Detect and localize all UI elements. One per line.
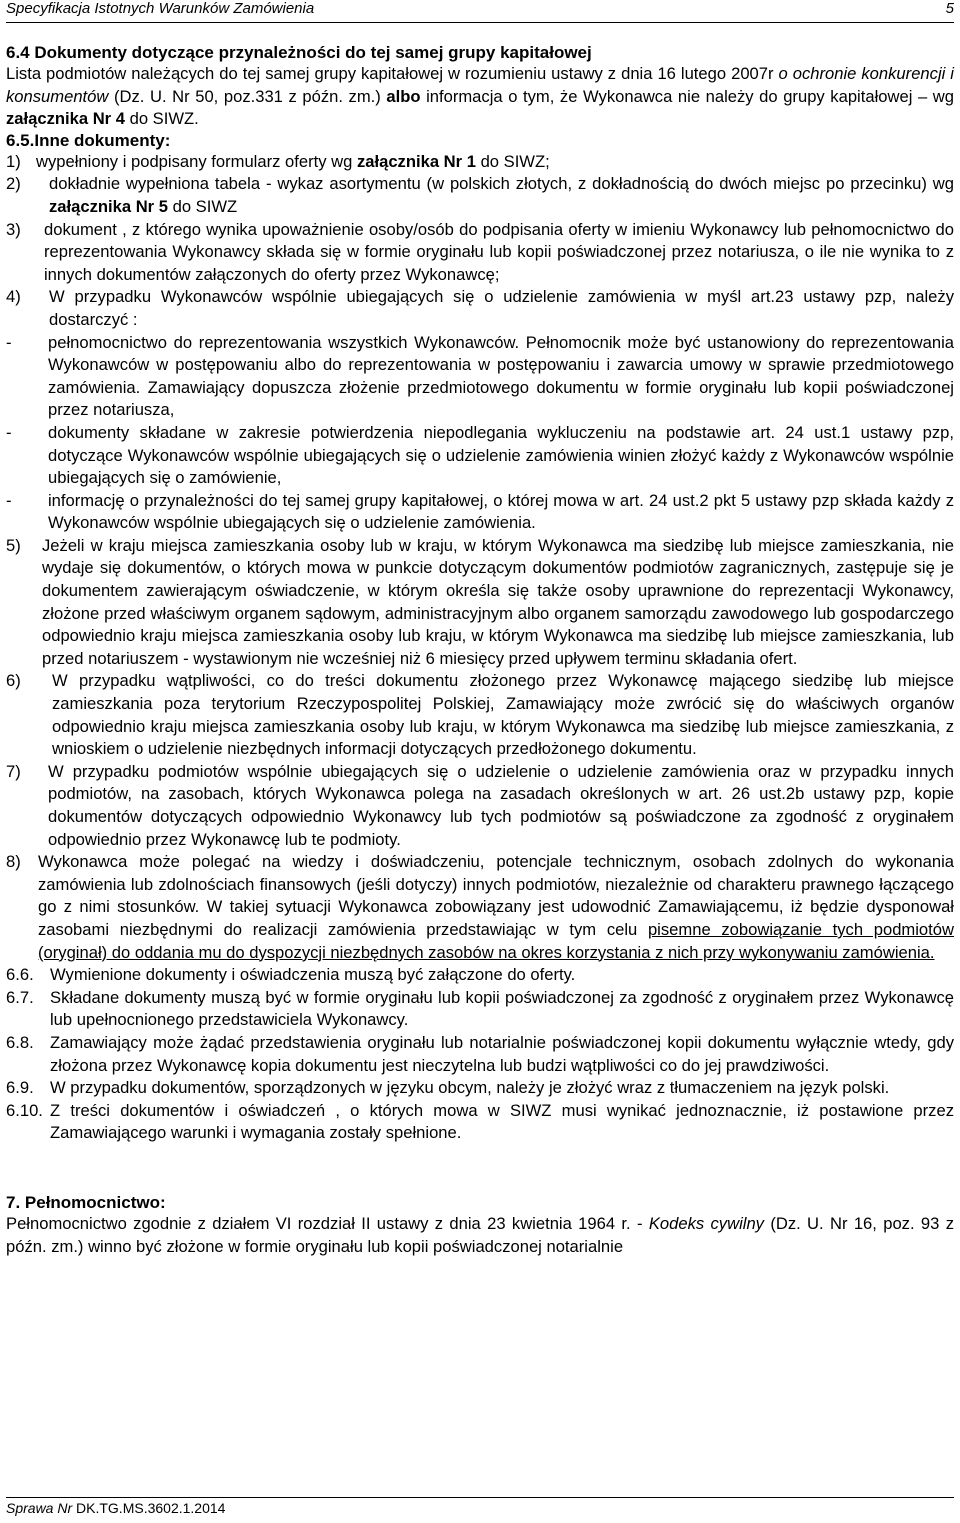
- page-number: 5: [945, 0, 954, 17]
- section-6-4-text: Lista podmiotów należących do tej samej grupy kapitałowej w rozumieniu ustawy z dnia 16 lutego 2007r o ochronie konkurencji i konsumentów (Dz. U. Nr 50, poz.331 z późn. zm.) albo informacja o tym, że Wykonawca nie należy do grupy kapitałowej – wg załącznika Nr 4 do SIWZ.: [6, 64, 954, 129]
- footer-case-number: DK.TG.MS.3602.1.2014: [72, 1500, 226, 1516]
- dash-item-1: - pełnomocnictwo do reprezentowania wszystkich Wykonawców. Pełnomocnik może być ustanowiony do reprezentowania Wykonawców w postępowaniu albo do reprezentowania w postępowaniu i zawarcia umowy w sprawie przedmiotowego zamówienia. Zamawiający dopuszcza złożenie przedmiotowego dokumentu w formie oryginału lub kopii poświadczonej przez notariusza,: [6, 332, 954, 420]
- page-header: [6, 0, 954, 23]
- underlined-obligation: pisemne zobowiązanie tych podmiotów (oryginał) do oddania mu do dyspozycji niezbędnych zasobów na okres korzystania z nich przy wykonywaniu zamówienia.: [38, 919, 954, 962]
- section-6-4-title: 6.4 Dokumenty dotyczące przynależności do tej samej grupy kapitałowej: [6, 43, 592, 62]
- section-6-7: 6.7. Składane dokumenty muszą być w formie oryginału lub kopii poświadczonej za zgodność z oryginałem przez Wykonawcę lub upełnocnionego przedstawiciela Wykonawcy.: [6, 987, 954, 1030]
- section-7-title: 7. Pełnomocnictwo:: [6, 1192, 166, 1212]
- list-item-5: 5) Jeżeli w kraju miejsca zamieszkania osoby lub w kraju, w którym Wykonawca ma siedzibę lub miejsce zamieszkania, nie wydaje się dokumentów, o których mowa w punkcie dotyczącym dokumentów podmiotów zagranicznych, zastępuje się je dokumentem zawierającym oświadczenie, w którym określa się także osoby uprawnione do reprezentacji Wykonawcy, złożone przed właściwym organem sądowym, administracyjnym albo organem samorządu zawodowego lub gospodarczego odpowiednio kraju miejsca zamieszkania osoby lub kraju, w którym Wykonawca ma siedzibę lub miejsce zamieszkania, lub przed notariuszem - wystawionym nie wcześniej niż 6 miesięcy przed upływem terminu składania ofert.: [6, 535, 954, 668]
- list-item-4: 4) W przypadku Wykonawców wspólnie ubiegających się o udzielenie zamówienia w myśl art.23 ustawy pzp, należy dostarczyć :: [6, 287, 954, 329]
- document-body: [6, 43, 954, 1258]
- list-item-3: 3) dokument , z którego wynika upoważnienie osoby/osób do podpisania oferty w imieniu Wykonawcy lub pełnomocnictwo do reprezentowania Wykonawcy składa się w formie oryginału lub kopii poświadczonej przez notariusza, o ile nie wynika to z innych dokumentów załączonych do oferty przez Wykonawcę;: [6, 219, 954, 284]
- list-item-6: 6) W przypadku wątpliwości, co do treści dokumentu złożonego przez Wykonawcę mającego siedzibę lub miejsce zamieszkania poza terytorium Rzeczypospolitej Polskiej, Zamawiający może zwrócić się do właściwych organów odpowiednio kraju miejsca zamieszkania osoby lub kraju, w którym Wykonawca ma siedzibę lub miejsce zamieszkania, z wnioskiem o udzielenie niezbędnych informacji dotyczących przedłożonego dokumentu.: [6, 671, 954, 759]
- section-6-9: 6.9. W przypadku dokumentów, sporządzonych w języku obcym, należy je złożyć wraz z tłumaczeniem na język polski.: [6, 1078, 890, 1098]
- page-footer: [6, 1497, 954, 1516]
- section-6-8: 6.8. Zamawiający może żądać przedstawienia oryginału lub notarialnie poświadczonej kopii dokumentu wyłącznie wtedy, gdy złożona przez Wykonawcę kopia dokumentu jest nieczytelna lub budzi wątpliwości co do jej prawdziwości.: [6, 1032, 954, 1075]
- footer-label: Sprawa Nr: [6, 1500, 73, 1516]
- section-7-text: Pełnomocnictwo zgodnie z działem VI rozdział II ustawy z dnia 23 kwietnia 1964 r. - Kodeks cywilny (Dz. U. Nr 16, poz. 93 z późn. zm.) winno być złożone w formie oryginału lub kopii poświadczonej notarialnie: [6, 1213, 954, 1256]
- list-item-7: 7) W przypadku podmiotów wspólnie ubiegających się o udzielenie o udzielenie zamówienia oraz w przypadku innych podmiotów, na zasobach, których Wykonawca polega na zasadach określonych w art. 26 ust.2b ustawy pzp, kopie dokumentów dotyczących odpowiednio Wykonawcy lub tych podmiotów są poświadczone za zgodność z oryginałem odpowiednio przez Wykonawcę lub te podmioty.: [6, 761, 954, 849]
- list-item-1: 1) wypełniony i podpisany formularz oferty wg załącznika Nr 1 do SIWZ;: [6, 151, 550, 171]
- list-item-2: 2) dokładnie wypełniona tabela - wykaz asortymentu (w polskich złotych, z dokładnością do dwóch miejsc po przecinku) wg załącznika Nr 5 do SIWZ: [6, 174, 954, 216]
- dash-item-3: - informację o przynależności do tej samej grupy kapitałowej, o której mowa w art. 24 ust.2 pkt 5 ustawy pzp składa każdy z Wykonawców wspólnie ubiegających się o udzielenie zamówienia.: [6, 490, 954, 533]
- header-title: Specyfikacja Istotnych Warunków Zamówienia: [6, 0, 315, 17]
- section-6-5-title: 6.5.Inne dokumenty:: [6, 130, 171, 150]
- list-item-8: 8) Wykonawca może polegać na wiedzy i doświadczeniu, potencjale technicznym, osobach zdolnych do wykonania zamówienia lub zdolnościach finansowych (jeśli dotyczy) innych podmiotów, niezależnie od charakteru prawnego łączącego go z nimi stosunków. W takiej sytuacji Wykonawca zobowiązany jest udowodnić Zamawiającemu, iż będzie dysponował zasobami niezbędnymi do realizacji zamówienia przedstawiając w tym celu pisemne zobowiązanie tych podmiotów (oryginał) do oddania mu do dyspozycji niezbędnych zasobów na okres korzystania z nich przy wykonywaniu zamówienia.: [6, 852, 954, 962]
- section-6-6: 6.6. Wymienione dokumenty i oświadczenia muszą być załączone do oferty.: [6, 965, 576, 985]
- dash-item-2: - dokumenty składane w zakresie potwierdzenia niepodlegania wykluczeniu na podstawie art. 24 ust.1 ustawy pzp, dotyczące Wykonawców wspólnie ubiegających się o udzielenie zamówienia winien złożyć każdy z Wykonawców wspólnie ubiegających się o zamówienie,: [6, 422, 954, 488]
- section-6-10: 6.10. Z treści dokumentów i oświadczeń , o których mowa w SIWZ musi wynikać jednoznacznie, iż postawione przez Zamawiającego warunki i wymagania zostały spełnione.: [6, 1100, 954, 1143]
